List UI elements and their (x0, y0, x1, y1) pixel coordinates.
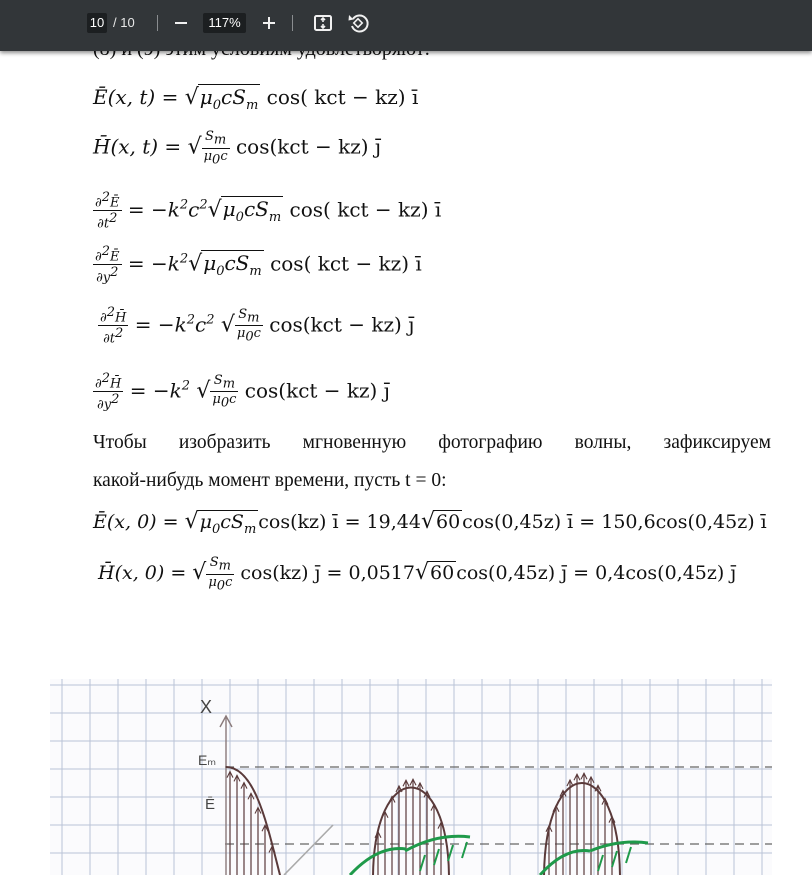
equation-h-xt: H̄(x, t) = √ $\frac{S_m}{\mu_0c}$ cos(kct − kz) j̄ (93, 129, 382, 168)
label-e: Ē (205, 796, 216, 813)
h-wave-stroke (540, 851, 590, 875)
h-vector-stroke (462, 842, 467, 858)
toolbar-divider (292, 15, 293, 31)
equation-e-x0: Ē(x, $0) = √\mu_0cS_m$ cos(kz) ī = 19,44√60 cos(0,45z) ī = 150,6cos(0,45z) ī (93, 509, 767, 537)
equation-lhs: Ē(x, t) = (93, 85, 179, 109)
equation-rhs: cos(kct − kz) j̄ (235, 134, 382, 159)
equation-d2h-dy2: $\frac{\partial^2H̄}{\partial y^2}$ = $-k^2$ √ $\frac{S_m}{\mu_0c}$ cos(kct − kz) j̄ (95, 371, 390, 413)
equation-mid: cos(kz) ī = 19,44 (258, 511, 421, 533)
paragraph-line: Чтобы изобразить мгновенную фотографию волны, зафиксируем (93, 432, 771, 453)
rotate-icon (346, 11, 370, 35)
equation-lhs: H̄(x, 0) = (98, 562, 187, 585)
h-vector-stroke (598, 855, 603, 871)
equation-rhs: cos(kct − kz) j̄ (269, 312, 415, 337)
equation-rhs: cos( kct − kz) ī (289, 197, 442, 222)
page-number-input[interactable]: 10 (87, 13, 107, 33)
equation-lhs: Ē(x, 0) = (93, 511, 179, 533)
z-axis-line (284, 825, 333, 875)
equation-tail: cos(0,45z) j̄ = 0,4cos(0,45z) j̄ (456, 562, 737, 585)
equation-rhs: cos(kct − kz) j̄ (244, 378, 390, 403)
zoom-in-button[interactable] (258, 12, 280, 34)
minus-icon (171, 12, 191, 34)
e-wave-arc (226, 767, 281, 875)
equation-e-xt: Ē(x, $t) = √\mu_0cS_m$ cos( kct − kz) ī (93, 85, 419, 113)
rotate-button[interactable] (346, 11, 370, 35)
equation-rhs: cos( kct − kz) ī (266, 85, 419, 109)
equation-d2h-dt2: $\frac{\partial^2H̄}{\partial t^2}$ = $-k^2c^2$ √ $\frac{S_m}{\mu_0c}$ cos(kct − kz) j̄ (100, 305, 415, 347)
h-vector-stroke (434, 849, 439, 865)
zoom-level-input[interactable]: 117% (203, 13, 246, 33)
fit-to-page-button[interactable] (312, 12, 334, 34)
grid-paper (50, 679, 772, 875)
equation-lhs: H̄(x, t) = (93, 134, 182, 159)
paragraph-line: какой-нибудь момент времени, пусть t = 0: (93, 470, 447, 491)
axis-label-x: X (200, 697, 213, 717)
toolbar-divider (157, 15, 158, 31)
equation-mid: cos(kz) j̄ = 0,0517 (240, 562, 415, 585)
equation-d2e-dt2: $\frac{\partial^2Ē}{\partial t^2}$ = $-k^2c^2√\mu_0cS_m$ cos( kct − kz) ī (95, 190, 442, 232)
page-total-label: / 10 (113, 15, 135, 30)
fit-page-icon (312, 12, 334, 34)
h-vector-stroke (420, 855, 425, 871)
equation-sqrt-value: 60 (430, 562, 455, 585)
equation-d2e-dy2: $\frac{\partial^2Ē}{\partial y^2}$ = $-k^2√\mu_0cS_m$ cos( kct − kz) ī (95, 244, 422, 286)
equation-h-x0: H̄(x, 0) = √ $\frac{S_m}{\mu_0c}$ cos(kz) j̄ = 0,0517√60 cos(0,45z) j̄ = 0,4cos(0,45z) j̄ (98, 555, 737, 594)
pdf-toolbar (0, 0, 812, 51)
wave-sketch (50, 679, 772, 875)
label-em: Eₘ (198, 752, 217, 768)
equation-rhs: cos( kct − kz) ī (270, 251, 422, 276)
plus-icon (258, 12, 280, 34)
wave-sketch-figure (50, 679, 772, 875)
h-vector-stroke (626, 847, 631, 863)
equation-tail: cos(0,45z) ī = 150,6cos(0,45z) ī (462, 511, 767, 533)
equation-sqrt-value: 60 (435, 511, 461, 533)
zoom-out-button[interactable] (171, 12, 191, 34)
wave-curves (226, 767, 648, 875)
